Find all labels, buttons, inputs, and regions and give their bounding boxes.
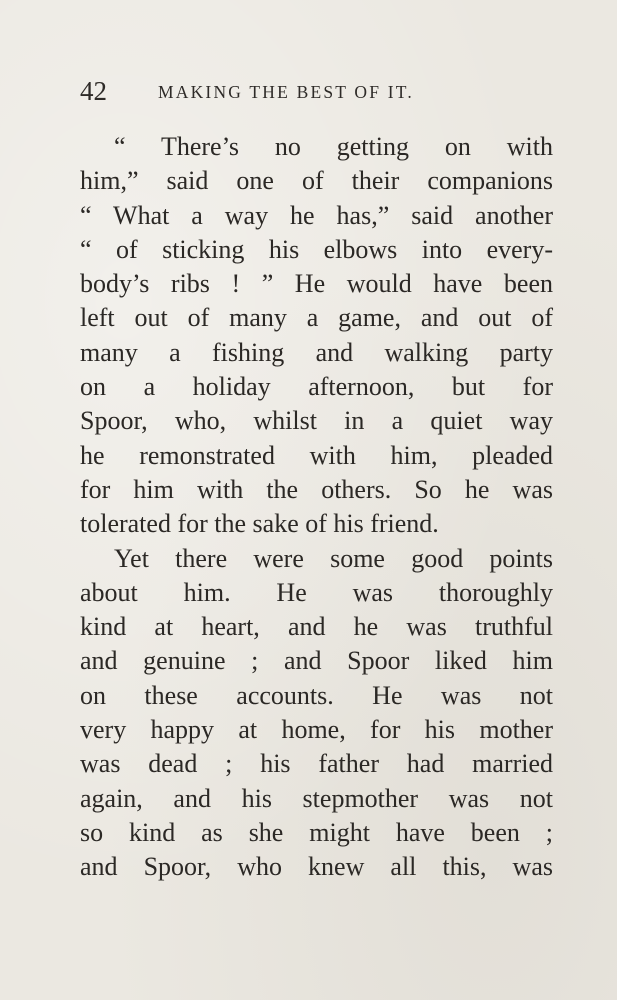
body-text: [80, 130, 553, 885]
text-line: “ There’s no getting on with: [114, 132, 553, 161]
text-line: about him. He was thoroughly: [80, 577, 553, 607]
running-head: [80, 76, 560, 106]
running-title: MAKING THE BEST OF IT.: [158, 82, 414, 102]
text-line: left out of many a game, and out of: [80, 303, 553, 333]
text-line: on these accounts. He was not: [80, 680, 553, 710]
text-line: and genuine ; and Spoor liked him: [80, 646, 553, 676]
text-line: him,” said one of their companions: [80, 166, 553, 196]
text-line: kind at heart, and he was truthful: [80, 612, 553, 642]
text-line: for him with the others. So he was: [80, 474, 553, 504]
text-line: many a fishing and walking party: [80, 337, 553, 367]
page-number: 42: [80, 76, 107, 106]
text-line: and Spoor, who knew all this, was: [80, 852, 553, 882]
text-line: so kind as she might have been ;: [80, 817, 553, 847]
text-line: Spoor, who, whilst in a quiet way: [80, 406, 553, 436]
text-line: “ What a way he has,” said another: [80, 200, 553, 230]
text-line: very happy at home, for his mother: [80, 715, 553, 745]
text-line: was dead ; his father had married: [80, 749, 553, 779]
paragraph-2: [80, 542, 553, 885]
text-line: tolerated for the sake of his friend.: [80, 509, 439, 539]
paragraph-1: [80, 130, 553, 542]
text-line: body’s ribs ! ” He would have been: [80, 269, 553, 299]
text-line: Yet there were some good points: [114, 543, 553, 573]
text-line: he remonstrated with him, pleaded: [80, 440, 553, 470]
text-line: “ of sticking his elbows into every-: [80, 234, 553, 264]
text-line: on a holiday afternoon, but for: [80, 372, 553, 402]
text-line: again, and his stepmother was not: [80, 783, 553, 813]
